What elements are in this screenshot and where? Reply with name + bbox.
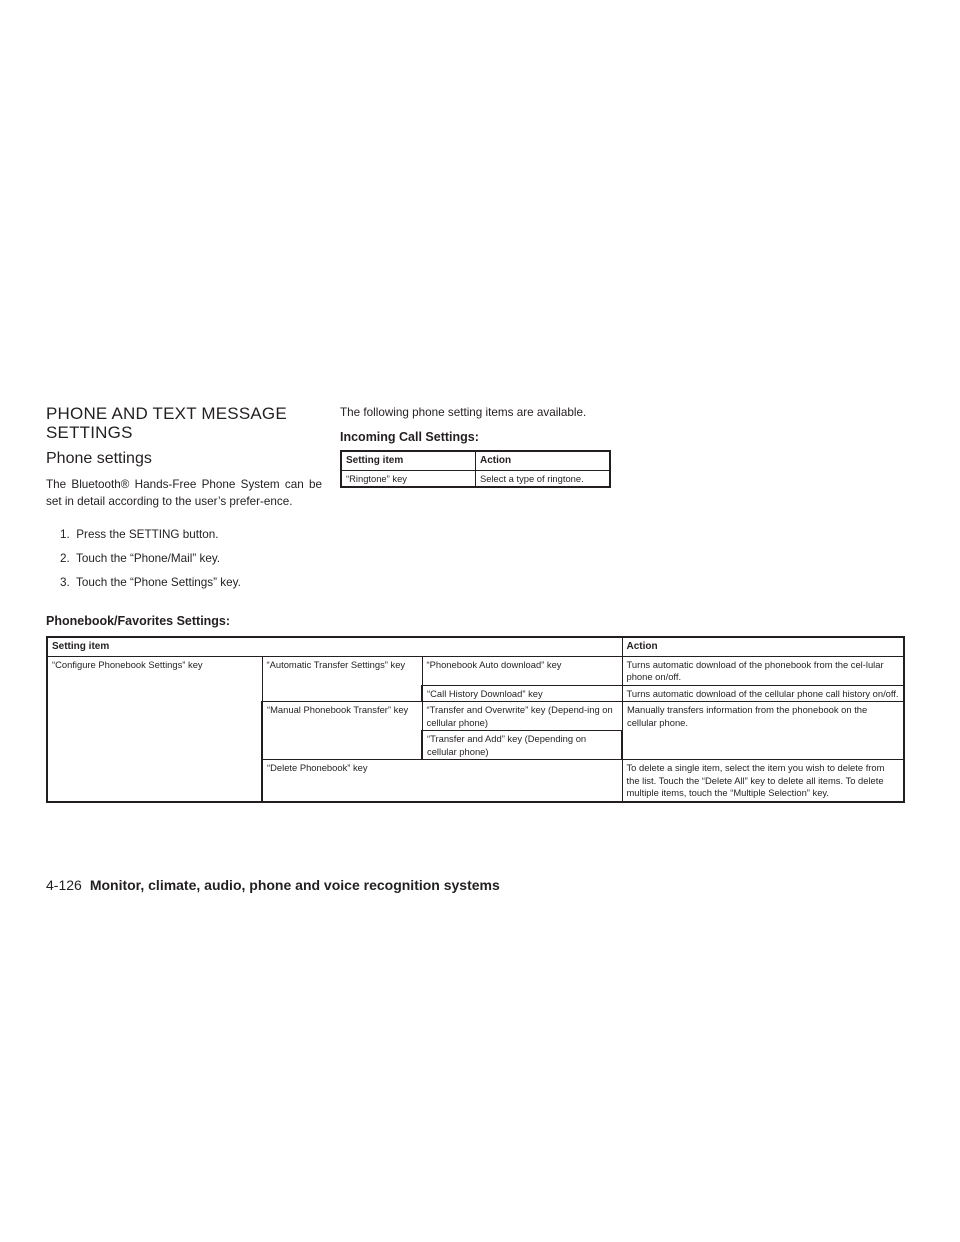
incoming-heading: Incoming Call Settings: bbox=[340, 430, 479, 444]
list-item bbox=[60, 526, 241, 550]
table-cell: “Call History Download” key bbox=[422, 685, 622, 702]
table-cell: “Delete Phonebook” key bbox=[262, 760, 622, 802]
table-cell: “Configure Phonebook Settings” key bbox=[47, 656, 262, 802]
table-cell: Select a type of ringtone. bbox=[476, 470, 611, 487]
table-cell: “Transfer and Overwrite” key (Depend-ing on cellular phone) bbox=[422, 702, 622, 731]
step-text: Press the SETTING button. bbox=[76, 528, 219, 541]
header-cell: Action bbox=[476, 451, 611, 470]
list-item bbox=[60, 550, 241, 574]
step-number: 2. bbox=[60, 552, 70, 565]
section-subtitle: Phone settings bbox=[46, 450, 152, 467]
page-footer bbox=[46, 876, 500, 894]
table-cell: “Transfer and Add” key (Depending on cellular phone) bbox=[422, 731, 622, 760]
table-cell: Turns automatic download of the phonebook from the cel-lular phone on/off. bbox=[622, 656, 904, 685]
table-row bbox=[341, 470, 610, 487]
table-cell: “Manual Phonebook Transfer” key bbox=[262, 702, 422, 760]
table-cell: Manually transfers information from the phonebook on the cellular phone. bbox=[622, 702, 904, 760]
steps-list bbox=[60, 526, 241, 598]
settings-lead: The following phone setting items are available. bbox=[340, 406, 587, 419]
table-cell: To delete a single item, select the item you wish to delete from the list. Touch the “Delete All” key to delete all items. To delete multiple items, touch the “Multiple Selection” key. bbox=[622, 760, 904, 802]
incoming-call-table bbox=[340, 450, 611, 488]
header-cell: Setting item bbox=[47, 637, 622, 656]
table-cell: “Phonebook Auto download” key bbox=[422, 656, 622, 685]
table-row bbox=[47, 656, 904, 685]
step-text: Touch the “Phone Settings” key. bbox=[76, 576, 241, 589]
step-number: 1. bbox=[60, 528, 70, 541]
table-cell: Turns automatic download of the cellular phone call history on/off. bbox=[622, 685, 904, 702]
table-cell: “Automatic Transfer Settings” key bbox=[262, 656, 422, 702]
table-header-row bbox=[47, 637, 904, 656]
table-cell: “Ringtone” key bbox=[341, 470, 476, 487]
phonebook-table bbox=[46, 636, 905, 803]
header-cell: Setting item bbox=[341, 451, 476, 470]
intro-paragraph: The Bluetooth® Hands-Free Phone System can be set in detail according to the user’s prefer-ence. bbox=[46, 478, 322, 508]
section-title: PHONE AND TEXT MESSAGE SETTINGS bbox=[46, 404, 287, 442]
page-number: 4-126 bbox=[46, 877, 82, 893]
step-number: 3. bbox=[60, 576, 70, 589]
list-item bbox=[60, 574, 241, 598]
header-cell: Action bbox=[622, 637, 904, 656]
table-header-row bbox=[341, 451, 610, 470]
chapter-title: Monitor, climate, audio, phone and voice recognition systems bbox=[89, 877, 500, 893]
step-text: Touch the “Phone/Mail” key. bbox=[76, 552, 221, 565]
phonebook-heading: Phonebook/Favorites Settings: bbox=[46, 614, 231, 628]
